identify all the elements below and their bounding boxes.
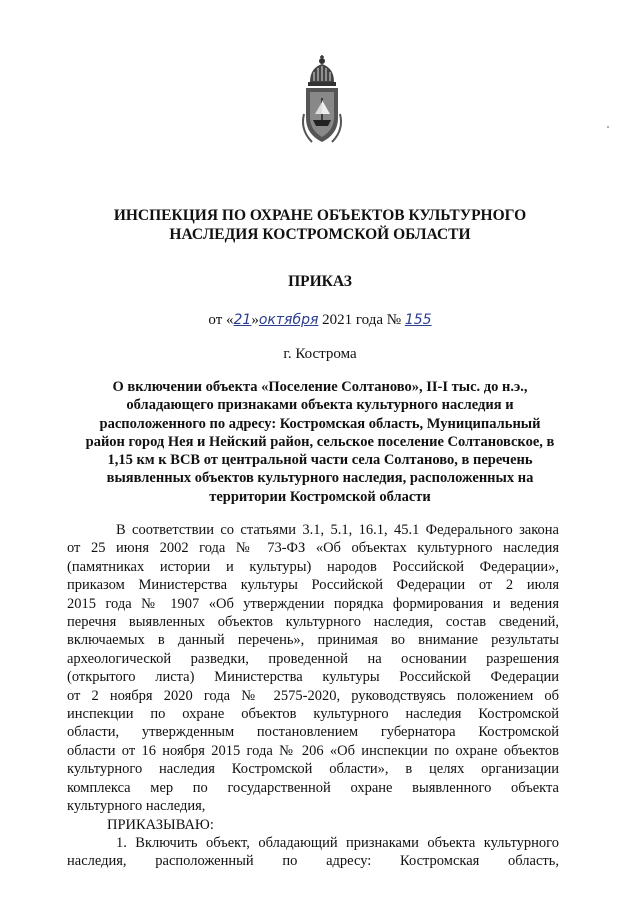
subject-line: 1,15 км к ВСВ от центральной части села Солтаново, в перечень [107,452,533,469]
body-line: включаемых в данный перечень», принимая во внимание результаты [67,632,559,649]
item-1-line-1: 1. Включить объект, обладающий признаками объекта культурного [116,834,559,851]
body-line: области от 16 ноября 2015 года № 206 «Об инспекции по охране объектов [67,742,559,759]
handwritten-month: октября [258,312,319,328]
scan-speck [607,126,609,128]
body-line: от 25 июня 2002 года № 73-ФЗ «Об объектах культурного наследия [67,540,559,557]
body-line: перечня выявленных объектов культурного наследия, состав сведений, [67,614,559,631]
body-line: от 2 ноября 2020 года № 2575-2020, руководствуясь положением об [67,687,559,704]
body-line: культурного наследия, [67,798,206,815]
city: г. Кострома [283,346,357,362]
subject-line: район город Нея и Нейский район, сельское поселение Солтановское, в [85,433,555,450]
body-line: (памятниках истории и культуры) народов Российской Федерации», [67,558,559,575]
date-mid: » [251,312,259,328]
order-word: ПРИКАЗЫВАЮ: [107,816,214,833]
handwritten-number: 155 [404,312,432,328]
subject-line: обладающего признаками объекта культурного наследия и [126,397,514,414]
order-body [67,521,559,871]
subject-line: территории Костромской области [209,488,431,505]
coat-of-arms-emblem [298,54,346,150]
org-line-1: ИНСПЕКЦИЯ ПО ОХРАНЕ ОБЪЕКТОВ КУЛЬТУРНОГО [113,207,527,224]
body-line: В соответствии со статьями 3.1, 5.1, 16.1, 45.1 Федерального закона [116,522,559,538]
body-line: комплекса мер по государственной охране выявленного объекта [67,779,559,796]
handwritten-day: 21 [233,312,252,328]
body-line: археологической разведки, проведенной на основании разрешения [67,650,559,667]
subject-line: выявленных объектов культурного наследия, расположенных на [106,470,534,487]
item-1-line-2: наследия, расположенный по адресу: Костромская область, [67,853,559,870]
body-line: культурного наследия Костромской области», в целях организации [67,761,559,778]
body-line: приказом Министерства культуры Российской Федерации от 2 июля [67,577,559,594]
order-subject [70,378,570,506]
date-line [0,312,640,329]
body-line: инспекции по охране объектов культурного наследия Костромской [67,706,559,723]
org-line-2: НАСЛЕДИЯ КОСТРОМСКОЙ ОБЛАСТИ [169,226,471,243]
body-line: (открытого листа) Министерства культуры Российской Федерации [67,669,559,686]
date-prefix: от « [208,312,234,328]
organization-name [0,206,640,244]
body-line: 2015 года № 1907 «Об утверждении порядка формирования и ведения [67,595,559,612]
document-type: ПРИКАЗ [288,273,352,290]
body-line: области, утвержденным постановлением губернатора Костромской [67,724,559,741]
subject-line: расположенного по адресу: Костромская область, Муниципальный [99,415,541,432]
date-suffix: 2021 года № [322,312,402,328]
subject-line: О включении объекта «Поселение Солтаново», II-I тыс. до н.э., [112,379,528,395]
